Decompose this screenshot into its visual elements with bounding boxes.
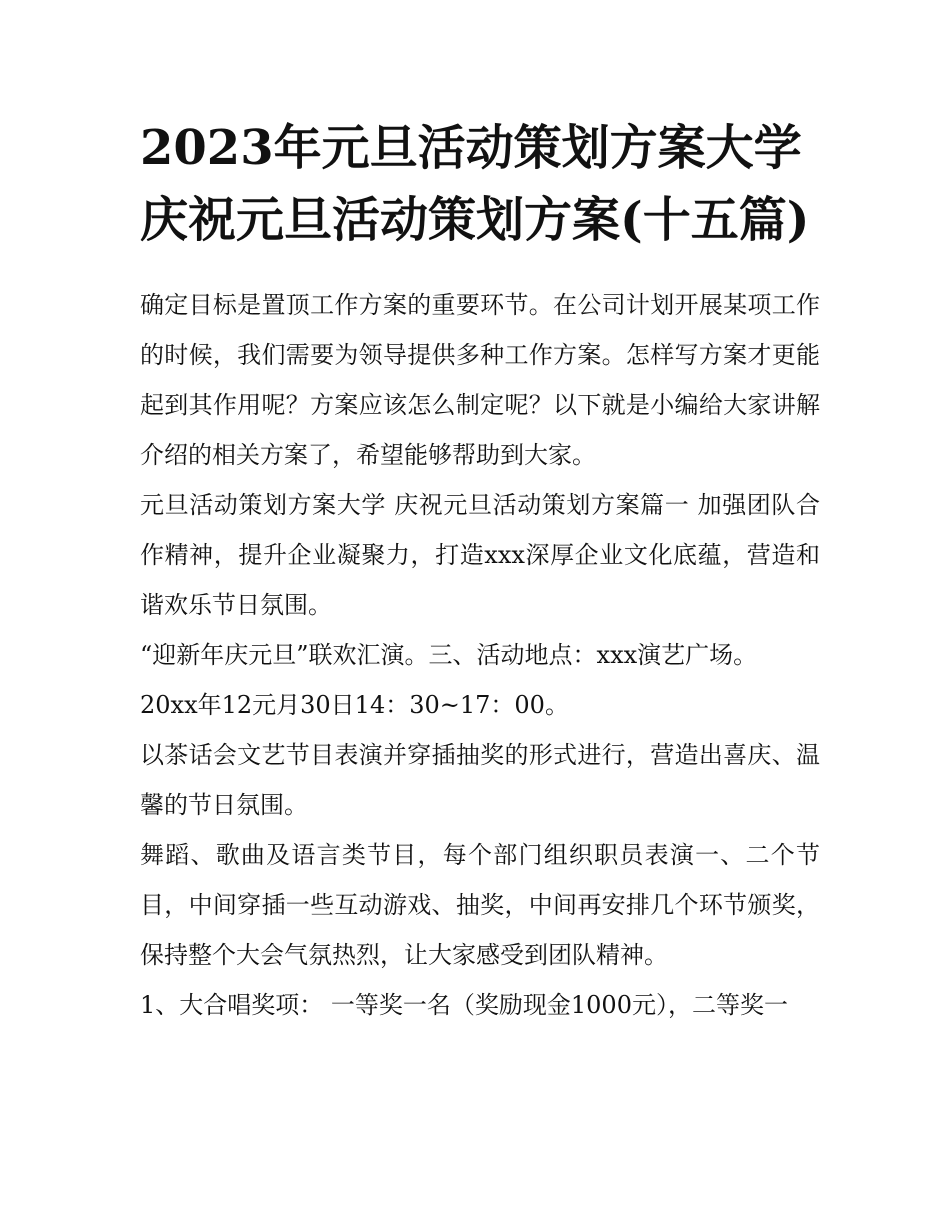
document-title-text: 2023年元旦活动策划方案大学 庆祝元旦活动策划方案(十五篇) bbox=[140, 120, 810, 248]
document-page bbox=[140, 112, 820, 1030]
event-time-paragraph: 20xx年12元月30日14：30~17：00。 bbox=[140, 691, 569, 719]
document-body bbox=[140, 280, 820, 1030]
section-one-paragraph: 元旦活动策划方案大学 庆祝元旦活动策划方案篇一 加强团队合作精神，提升企业凝聚力，打造xxx深厚企业文化底蕴，营造和谐欢乐节日氛围。 bbox=[140, 491, 820, 619]
event-name-paragraph: “迎新年庆元旦”联欢汇演。三、活动地点：xxx演艺广场。 bbox=[140, 641, 758, 669]
event-format-paragraph: 以茶话会文艺节目表演并穿插抽奖的形式进行，营造出喜庆、温馨的节日氛围。 bbox=[140, 741, 820, 819]
document-title bbox=[140, 112, 820, 256]
intro-paragraph: 确定目标是置顶工作方案的重要环节。在公司计划开展某项工作的时候，我们需要为领导提供多种工作方案。怎样写方案才更能起到其作用呢？方案应该怎么制定呢？以下就是小编给大家讲解介绍的相关方案了，希望能够帮助到大家。 bbox=[140, 291, 820, 469]
awards-paragraph: 1、大合唱奖项： 一等奖一名（奖励现金1000元），二等奖一 bbox=[140, 991, 788, 1019]
program-paragraph: 舞蹈、歌曲及语言类节目，每个部门组织职员表演一、二个节目，中间穿插一些互动游戏、抽奖，中间再安排几个环节颁奖，保持整个大会气氛热烈，让大家感受到团队精神。 bbox=[140, 841, 820, 969]
